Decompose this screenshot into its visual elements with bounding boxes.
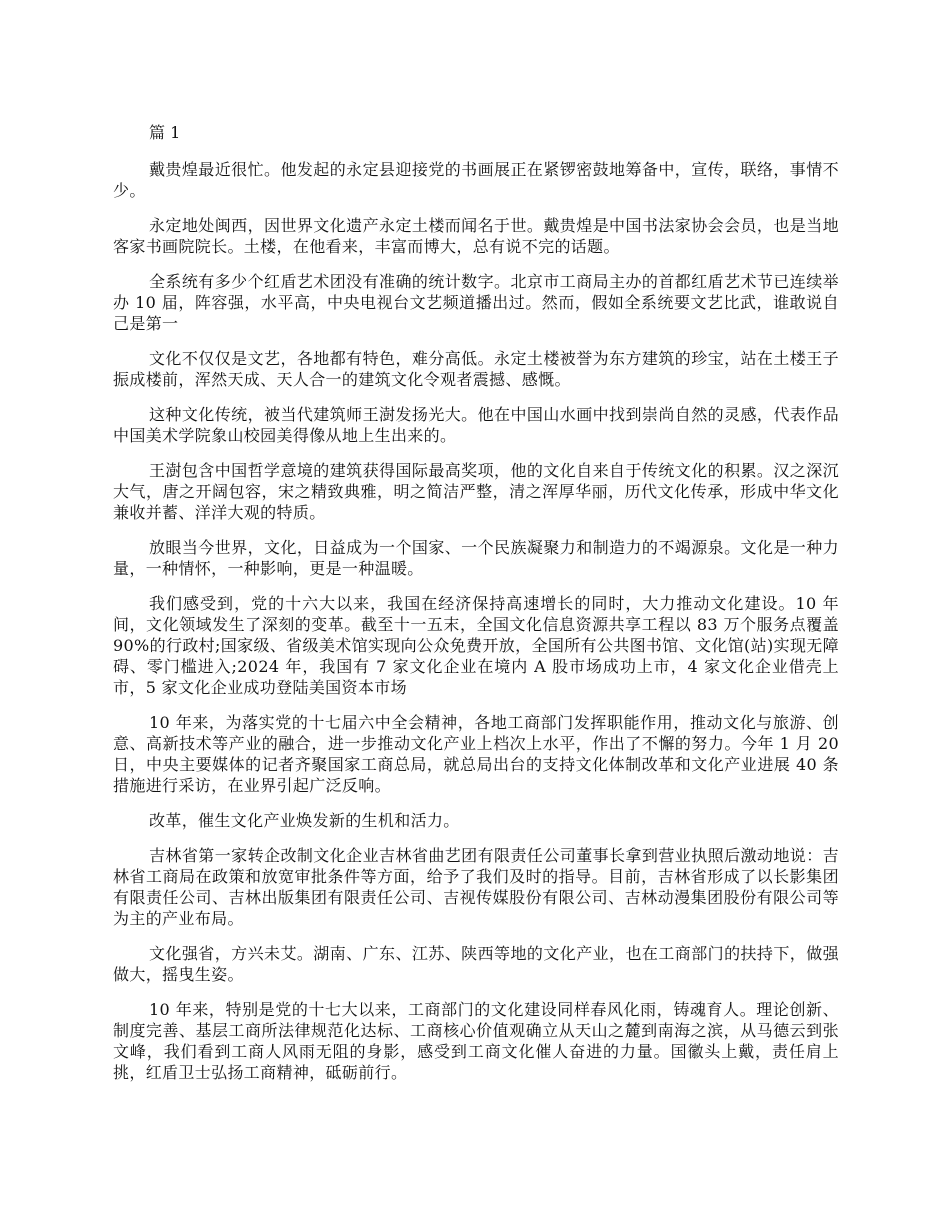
paragraph-7: 放眼当今世界，文化，日益成为一个国家、一个民族凝聚力和制造力的不竭源泉。文化是一种力量，一种情怀，一种影响，更是一种温暖。 [113,538,839,578]
paragraph-3: 全系统有多少个红盾艺术团没有准确的统计数字。北京市工商局主办的首都红盾艺术节已连续举办 10 届，阵容强，水平高，中央电视台文艺频道播出过。然而，假如全系统要文艺比武，谁敢说自己是第一 [113,272,839,333]
paragraph-12: 文化强省，方兴未艾。湖南、广东、江苏、陕西等地的文化产业，也在工商部门的扶持下，做强做大，摇曳生姿。 [113,944,839,984]
document-page [113,122,839,1170]
paragraph-9: 10 年来，为落实党的十七届六中全会精神，各地工商部门发挥职能作用，推动文化与旅游、创意、高新技术等产业的融合，进一步推动文化产业上档次上水平，作出了不懈的努力。今年 1 月 20 日，中央主要媒体的记者齐聚国家工商总局，就总局出台的支持文化体制改革和文化产业进展 40 条措施进行采访，在业界引起广泛反响。 [113,713,839,795]
paragraph-1: 戴贵煌最近很忙。他发起的永定县迎接党的书画展正在紧锣密鼓地筹备中，宣传，联络，事情不少。 [113,160,839,200]
paragraph-8: 我们感受到，党的十六大以来，我国在经济保持高速增长的同时，大力推动文化建设。10 年间，文化领域发生了深刻的变革。截至十一五末，全国文化信息资源共享工程以 83 万个服务点覆盖 90%的行政村;国家级、省级美术馆实现向公众免费开放，全国所有公共图书馆、文化馆(站)实现无障碍、零门槛进入;2024 年，我国有 7 家文化企业在境内 A 股市场成功上市，4 家文化企业借壳上市，5 家文化企业成功登陆美国资本市场 [113,594,839,697]
paragraph-5: 这种文化传统，被当代建筑师王澍发扬光大。他在中国山水画中找到崇尚自然的灵感，代表作品中国美术学院象山校园美得像从地上生出来的。 [113,405,839,445]
paragraph-11: 吉林省第一家转企改制文化企业吉林省曲艺团有限责任公司董事长拿到营业执照后激动地说：吉林省工商局在政策和放宽审批条件等方面，给予了我们及时的指导。目前，吉林省形成了以长影集团有限责任公司、吉林出版集团有限责任公司、吉视传媒股份有限公司、吉林动漫集团股份有限公司等为主的产业布局。 [113,846,839,928]
paragraph-6: 王澍包含中国哲学意境的建筑获得国际最高奖项，他的文化自来自于传统文化的积累。汉之深沉大气，唐之开阔包容，宋之精致典雅，明之简洁严整，清之浑厚华丽，历代文化传承，形成中华文化兼收并蓄、洋洋大观的特质。 [113,461,839,522]
paragraph-2: 永定地处闽西，因世界文化遗产永定土楼而闻名于世。戴贵煌是中国书法家协会会员，也是当地客家书画院院长。土楼，在他看来，丰富而博大，总有说不完的话题。 [113,216,839,256]
paragraph-10: 改革，催生文化产业焕发新的生机和活力。 [149,811,460,830]
paragraph-4: 文化不仅仅是文艺，各地都有特色，难分高低。永定土楼被誉为东方建筑的珍宝，站在土楼王子振成楼前，浑然天成、天人合一的建筑文化令观者震撼、感慨。 [113,349,839,389]
section-heading: 篇 1 [149,123,181,142]
paragraph-13: 10 年来，特别是党的十七大以来，工商部门的文化建设同样春风化雨，铸魂育人。理论创新、制度完善、基层工商所法律规范化达标、工商核心价值观确立从天山之麓到南海之滨，从马德云到张文峰，我们看到工商人风雨无阻的身影，感受到工商文化催人奋进的力量。国徽头上戴，责任肩上挑，红盾卫士弘扬工商精神，砥砺前行。 [113,1000,839,1082]
